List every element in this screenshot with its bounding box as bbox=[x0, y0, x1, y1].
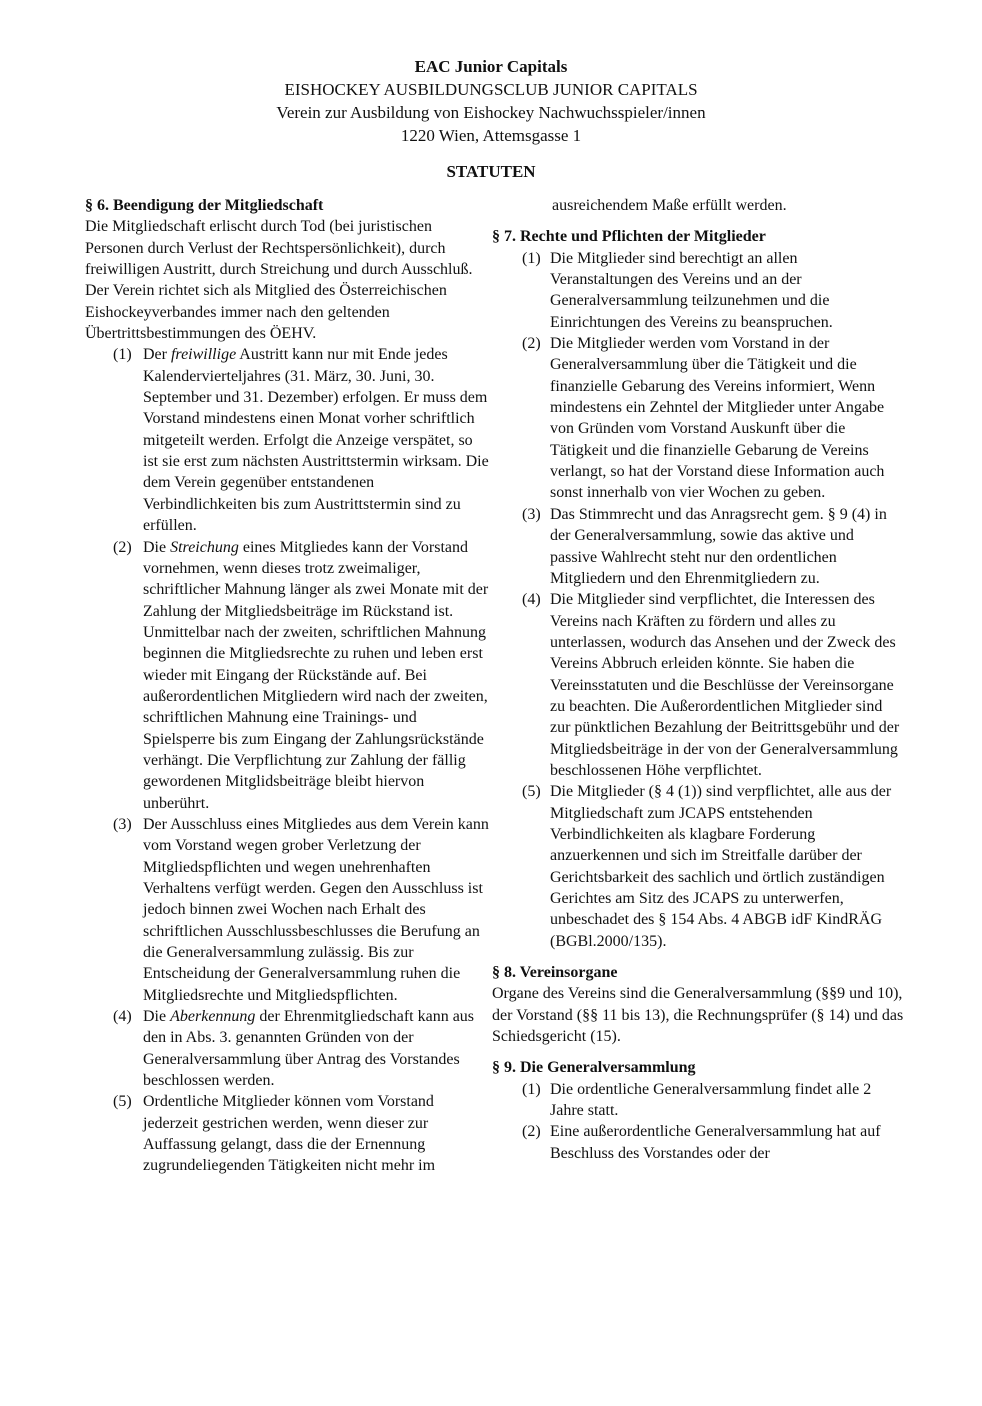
left-column bbox=[85, 195, 491, 1177]
section-9-heading: § 9. Die Generalversammlung bbox=[492, 1059, 696, 1077]
item-number: (3) bbox=[522, 505, 541, 523]
item-text-emphasis: Aberkennung bbox=[170, 1008, 256, 1026]
item-text-pre: Der Ausschluss eines Mitgliedes aus dem Verein kann vom Vorstand wegen grober Verletzung der Mitgliedspflichten und wegen unehrenhaften Verhaltens verfügt werden. Gegen den Ausschluss ist jedoch binnen zwei Wochen nach Erhalt des schriftlichen Ausschlussbeschlusses die Berufung an die Generalversammlung zulässig. Bis zur Entscheidung der Generalversammlung ruhen die Mitgliedsrechte und Mitgliedspflichten. bbox=[143, 815, 489, 1004]
section-6-item-5-continuation: ausreichendem Maße erfüllt werden. bbox=[552, 197, 787, 214]
section-9-item-1 bbox=[492, 1079, 904, 1122]
item-text bbox=[143, 537, 491, 814]
section-9-item-2 bbox=[492, 1121, 904, 1164]
item-text-post: eines Mitgliedes kann der Vorstand vornehmen, wenn dieses trotz zweimaliger, schriftlicher Mahnung länger als zwei Monate mit der Zahlung der Mitgliedsbeiträge im Rückstand ist. Unmittelbar nach der zweiten, schriftlichen Mahnung beginnen die Mitgliedsrechte zu ruhen und leben erst wieder mit Eingang der Rückstände auf. Bei außerordentlichen Mitgliedern wird nach der zweiten, schriftlichen Mahnung eine Trainings- und Spielsperre bis zum Eingang der Zahlungsrückstände verhängt. Die Verpflichtung zur Zahlung der fällig gewordenen Mitglidsbeiträge bleibt hiervon unberührt. bbox=[143, 538, 489, 812]
section-6-item-4 bbox=[85, 1006, 491, 1091]
item-text-emphasis: Streichung bbox=[170, 538, 239, 556]
club-address: 1220 Wien, Attemsgasse 1 bbox=[400, 126, 582, 145]
item-text-emphasis: freiwillige bbox=[170, 346, 237, 364]
section-6-paragraph-2: Der Verein richtet sich als Mitglied des Österreichischen Eishockeyverbandes immer nach den geltenden Übertrittsbestimmungen des ÖEHV. bbox=[85, 282, 447, 343]
item-number: (2) bbox=[113, 538, 132, 556]
section-7-item-3 bbox=[492, 504, 904, 589]
item-text-pre: Die bbox=[143, 1008, 171, 1026]
section-7-item-2 bbox=[492, 333, 904, 504]
section-6-item-5 bbox=[85, 1091, 491, 1176]
item-text: Die Mitglieder sind berechtigt an allen Veranstaltungen des Vereins und an der Generalversammlung teilzunehmen und die Einrichtungen des Vereins zu beanspruchen. bbox=[550, 249, 833, 331]
club-purpose: Verein zur Ausbildung von Eishockey Nachwuchsspieler/innen bbox=[276, 103, 706, 122]
item-text-pre: Ordentliche Mitglieder können vom Vorstand jederzeit gestrichen werden, wenn dieser zur Auffassung gelangt, dass die der Ernennung zugrundeliegenden Tätigkeiten nicht mehr im bbox=[143, 1093, 436, 1175]
item-text bbox=[143, 1091, 491, 1176]
document-header bbox=[0, 55, 982, 183]
section-7-item-5 bbox=[492, 781, 904, 952]
item-text: Die Mitglieder sind verpflichtet, die Interessen des Vereins nach Kräften zu fördern und alles zu unterlassen, wodurch das Ansehen und der Zweck des Vereins Abbruch erleiden könnte. Sie haben die Vereinsstatuten und die Beschlüsse der Vereinsorgane zu beachten. Die Außerordentlichen Mitglieder sind zur pünktlichen Bezahlung der Beitrittsgebühr und der Mitgliedsbeiträge in der von der Generalversammlung beschlossenen Höhe verpflichtet. bbox=[550, 591, 900, 779]
section-7-item-4 bbox=[492, 589, 904, 781]
item-number: (3) bbox=[113, 815, 132, 833]
item-text bbox=[143, 344, 491, 536]
item-number: (1) bbox=[113, 346, 132, 364]
section-6-item-3 bbox=[85, 814, 491, 1006]
item-number: (4) bbox=[522, 591, 541, 609]
item-number: (1) bbox=[522, 1080, 541, 1098]
club-full-name: EISHOCKEY AUSBILDUNGSCLUB JUNIOR CAPITALS bbox=[284, 80, 698, 99]
section-6-item-2 bbox=[85, 537, 491, 814]
document-title: STATUTEN bbox=[446, 162, 536, 181]
section-7-item-1 bbox=[492, 248, 904, 333]
item-number: (2) bbox=[522, 1123, 541, 1141]
item-text: Die ordentliche Generalversammlung findet alle 2 Jahre statt. bbox=[550, 1080, 872, 1120]
section-8-text: Organe des Vereins sind die Generalversammlung (§§9 und 10), der Vorstand (§§ 11 bis 13), die Rechnungsprüfer (§ 14) und das Schiedsgericht (15). bbox=[492, 985, 904, 1046]
item-number: (5) bbox=[522, 783, 541, 801]
item-text: Die Mitglieder (§ 4 (1)) sind verpflichtet, alle aus der Mitgliedschaft zum JCAPS entstehenden Verbindlichkeiten als klagbare Forderung anzuerkennen und sich im Streitfalle darüber der Gerichtsbarkeit des sachlich und örtlich zuständigen Gerichtes am Sitz des JCAPS zu unterwerfen, unbeschadet des § 154 Abs. 4 ABGB idF KindRÄG (BGBl.2000/135). bbox=[550, 783, 892, 950]
item-text-post: Austritt kann nur mit Ende jedes Kalendervierteljahres (31. März, 30. Juni, 30. September und 31. Dezember) erfolgen. Er muss dem Vorstand mindestens einen Monat vorher schriftlich mitgeteilt werden. Erfolgt die Anzeige verspätet, so ist sie erst zum nächsten Austrittstermin wirksam. Die dem Verein gegenüber entstandenen Verbindlichkeiten bis zum Austrittstermin sind zu erfüllen. bbox=[143, 346, 489, 535]
section-6-item-1 bbox=[85, 344, 491, 536]
section-8-heading: § 8. Vereinsorgane bbox=[492, 964, 618, 982]
item-number: (4) bbox=[113, 1008, 132, 1026]
item-text: Das Stimmrecht und das Anragsrecht gem. § 9 (4) in der Generalversammlung, sowie das aktive und passive Wahlrecht steht nur den ordentlichen Mitgliedern und den Ehrenmitgliedern zu. bbox=[550, 505, 887, 587]
item-text bbox=[143, 1006, 491, 1091]
club-short-name: EAC Junior Capitals bbox=[414, 57, 568, 76]
item-text-pre: Der bbox=[143, 346, 171, 364]
right-column bbox=[492, 195, 904, 1164]
section-6-heading: § 6. Beendigung der Mitgliedschaft bbox=[85, 197, 324, 214]
item-number: (2) bbox=[522, 335, 541, 353]
item-text: Eine außerordentliche Generalversammlung hat auf Beschluss des Vorstandes oder der bbox=[550, 1123, 881, 1162]
item-text: Die Mitglieder werden vom Vorstand in der Generalversammlung über die Tätigkeit und die finanzielle Gebarung des Vereins informiert, Wenn mindestens ein Zehntel der Mitglieder unter Angabe von Gründen vom Vorstand Auskunft über die Tätigkeit und die finanzielle Gebarung de Vereins verlangt, so hat der Vorstand diese Information auch sonst innerhalb von vier Wochen zu geben. bbox=[550, 335, 885, 502]
item-text bbox=[143, 814, 491, 1006]
section-7-heading: § 7. Rechte und Pflichten der Mitglieder bbox=[492, 228, 766, 246]
item-number: (5) bbox=[113, 1093, 132, 1111]
section-6-paragraph-1: Die Mitgliedschaft erlischt durch Tod (bei juristischen Personen durch Verlust der Rechtspersönlichkeit), durch freiwilligen Austritt, durch Streichung und durch Ausschluß. bbox=[85, 218, 473, 279]
item-text-pre: Die bbox=[143, 538, 171, 556]
item-number: (1) bbox=[522, 249, 541, 267]
item-text-post: der Ehrenmitgliedschaft kann aus den in Abs. 3. genannten Gründen von der Generalversammlung über Antrag des Vorstandes beschlossen werden. bbox=[143, 1008, 475, 1090]
